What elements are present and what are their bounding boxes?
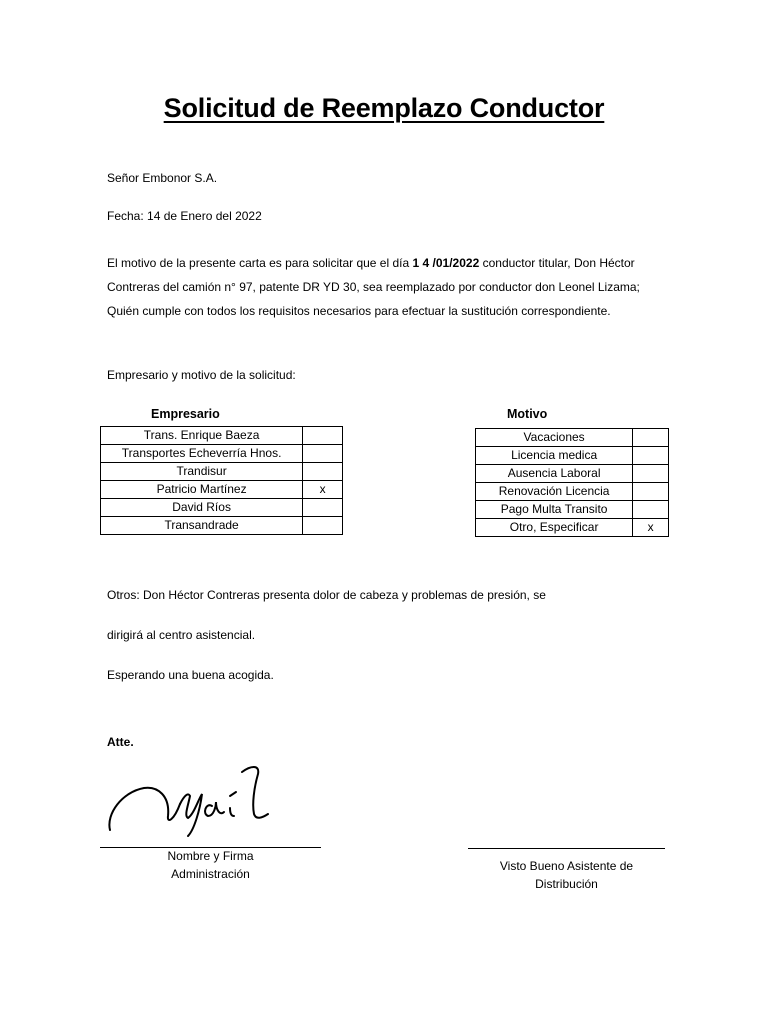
motivo-name: Ausencia Laboral — [476, 465, 633, 483]
motivo-header: Motivo — [507, 407, 548, 421]
right-signature-label-line-2: Distribución — [535, 877, 598, 891]
motivo-name: Vacaciones — [476, 429, 633, 447]
empresario-header: Empresario — [151, 407, 220, 421]
handwritten-signature — [104, 758, 274, 838]
empresario-name: Trandisur — [101, 463, 303, 481]
body-line-2: Contreras del camión n° 97, patente DR YD 30, sea reemplazado por conductor don Leonel Lizama; — [107, 280, 640, 294]
table-row — [476, 447, 669, 465]
motivo-check[interactable] — [633, 429, 669, 447]
left-signature-label — [100, 847, 321, 883]
table-row — [101, 463, 343, 481]
motivo-name: Pago Multa Transito — [476, 501, 633, 519]
otros-line-1: Otros: Don Héctor Contreras presenta dolor de cabeza y problemas de presión, se — [107, 588, 546, 602]
closing-line: Esperando una buena acogida. — [107, 668, 274, 682]
date-line: Fecha: 14 de Enero del 2022 — [107, 209, 262, 223]
empresario-check[interactable] — [303, 463, 343, 481]
addressee: Señor Embonor S.A. — [107, 171, 218, 185]
motivo-name: Renovación Licencia — [476, 483, 633, 501]
table-row — [101, 427, 343, 445]
tables-intro: Empresario y motivo de la solicitud: — [107, 368, 296, 382]
empresario-check[interactable] — [303, 445, 343, 463]
right-signature-label — [468, 857, 665, 893]
empresario-table — [100, 426, 343, 535]
left-signature-label-line-1: Nombre y Firma — [167, 849, 254, 863]
table-row — [476, 429, 669, 447]
table-row — [476, 483, 669, 501]
motivo-check[interactable] — [633, 465, 669, 483]
page-title: Solicitud de Reemplazo Conductor — [163, 93, 605, 123]
body-line-3: Quién cumple con todos los requisitos necesarios para efectuar la sustitución correspondiente. — [107, 304, 611, 318]
body-line-1 — [107, 251, 687, 275]
motivo-check[interactable]: x — [633, 519, 669, 537]
left-signature-label-line-2: Administración — [171, 867, 250, 881]
table-row — [101, 499, 343, 517]
motivo-check[interactable] — [633, 447, 669, 465]
table-row — [101, 481, 343, 499]
motivo-check[interactable] — [633, 501, 669, 519]
empresario-check[interactable] — [303, 517, 343, 535]
empresario-name: Transportes Echeverría Hnos. — [101, 445, 303, 463]
empresario-name: Transandrade — [101, 517, 303, 535]
empresario-check[interactable] — [303, 499, 343, 517]
right-signature-line — [468, 848, 665, 849]
otros-line-2: dirigirá al centro asistencial. — [107, 628, 256, 642]
empresario-name: David Ríos — [101, 499, 303, 517]
motivo-check[interactable] — [633, 483, 669, 501]
empresario-name: Trans. Enrique Baeza — [101, 427, 303, 445]
right-signature-label-line-1: Visto Bueno Asistente de — [499, 859, 634, 873]
requested-date: 1 4 /01/2022 — [412, 256, 480, 270]
motivo-table — [475, 428, 669, 537]
body-paragraph — [107, 251, 687, 323]
motivo-name: Otro, Especificar — [476, 519, 633, 537]
atte-label: Atte. — [107, 735, 134, 749]
table-row — [476, 501, 669, 519]
body-line-1-pre: El motivo de la presente carta es para solicitar que el día — [107, 256, 410, 270]
table-row — [476, 465, 669, 483]
empresario-check[interactable]: x — [303, 481, 343, 499]
table-row — [101, 517, 343, 535]
empresario-name: Patricio Martínez — [101, 481, 303, 499]
empresario-check[interactable] — [303, 427, 343, 445]
table-row — [476, 519, 669, 537]
motivo-name: Licencia medica — [476, 447, 633, 465]
body-line-1-post: conductor titular, Don Héctor — [482, 256, 635, 270]
table-row — [101, 445, 343, 463]
